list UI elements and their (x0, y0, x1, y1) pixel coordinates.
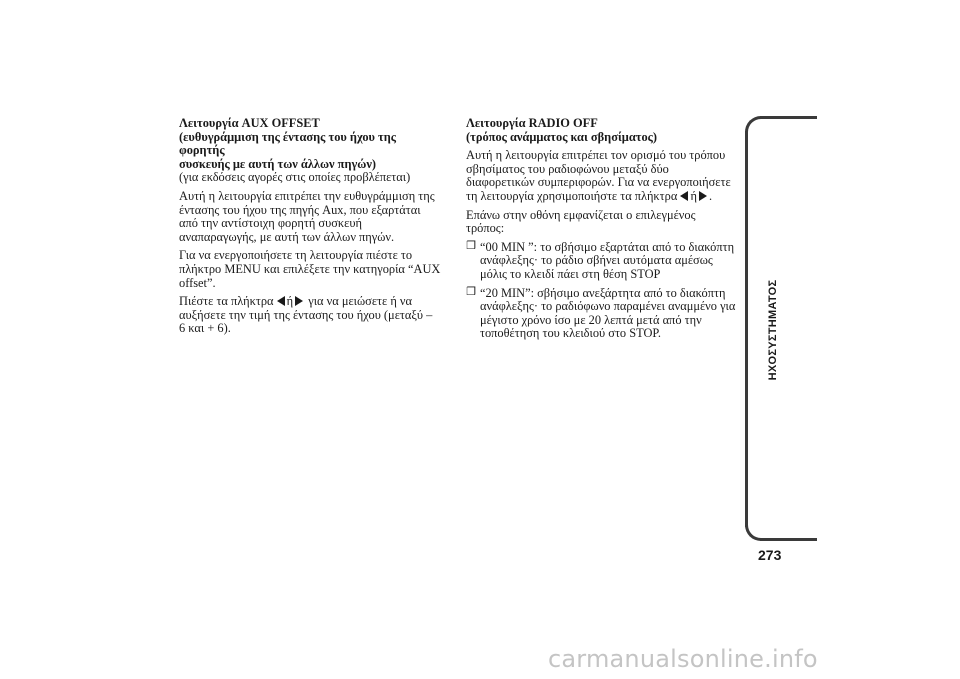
checkbox-bullet-icon: ❒ (466, 239, 476, 252)
para-text: Αυτή η λειτουργία επιτρέπει τον ορισμό του τρόπου σβησίματος του ραδιοφώνου μεταξύ δύο διαφορετικών συμπεριφορών. Για να ενεργοποιήσετε τη λειτουργία χρησιμοποιήστε τα πλήκτρα (466, 148, 731, 203)
radio-off-para2: Επάνω στην οθόνη εμφανίζεται ο επιλεγμένος τρόπος: (466, 207, 696, 236)
left-column (179, 117, 441, 341)
para-text: ή (286, 294, 294, 309)
heading-line: (τρόπος ανάμματος και σβησίματος) (466, 129, 657, 144)
right-triangle-icon (295, 296, 303, 306)
aux-offset-subnote: (για εκδόσεις αγορές στις οποίες προβλέπεται) (179, 170, 411, 185)
side-tab-rule (745, 131, 748, 527)
section-tab-label: ΗΧΟΣΥΣΤΗΜΑΤΟΣ (767, 279, 779, 381)
page-number: 273 (758, 547, 782, 563)
para-text: για να μειώσετε ή να αυξήσετε την τιμή της έντασης του ήχου (μεταξύ – 6 και + 6). (179, 294, 433, 336)
side-tab-top-rule (760, 116, 817, 119)
para-text: ή (690, 188, 697, 203)
aux-offset-para1: Αυτή η λειτουργία επιτρέπει την ευθυγράμμιση της έντασης του ήχου της πηγής Aux, που εξαρτάται από την αντίστοιχη φορητή συσκευή αναπαραγωγής, με αυτή των άλλων πηγών. (179, 188, 435, 244)
radio-off-para1 (466, 149, 736, 203)
aux-offset-para2: Για να ενεργοποιήσετε τη λειτουργία πιέστε το πλήκτρο MENU και επιλέξετε την κατηγορία “AUX offset”. (179, 248, 441, 290)
side-tab-bottom-rule (760, 538, 817, 541)
heading-line: (ευθυγράμμιση της έντασης του ήχου της φορητής (179, 129, 397, 158)
aux-offset-para3 (179, 295, 441, 336)
list-item-text: “00 MIN ”: το σβήσιμο εξαρτάται από το διακόπτη ανάφλεξης· το ράδιο σβήνει αυτόματα αμέσως μόλις το κλειδί πάει στη θέση STOP (480, 239, 735, 281)
aux-offset-heading (179, 117, 441, 171)
right-column (466, 117, 736, 346)
list-item (466, 287, 736, 341)
radio-off-heading (466, 117, 736, 144)
left-triangle-icon (277, 296, 285, 306)
heading-line: συσκευής με αυτή των άλλων πηγών) (179, 156, 377, 171)
heading-line: Λειτουργία RADIO OFF (466, 116, 598, 130)
watermark: carmanualsonline.info (548, 645, 818, 673)
right-triangle-icon (699, 191, 707, 201)
para-text: Πιέστε τα πλήκτρα (179, 294, 274, 309)
heading-line: Λειτουργία AUX OFFSET (179, 116, 320, 130)
left-triangle-icon (680, 191, 688, 201)
list-item-text: “20 MIN”: σβήσιμο ανεξάρτητα από το διακόπτη ανάφλεξης· το ραδιόφωνο παραμένει αναμμένο για μέγιστο χρόνο ίσο με 20 λεπτά μετά από την τοποθέτηση του κλειδιού στο STOP. (480, 285, 736, 341)
checkbox-bullet-icon: ❒ (466, 285, 476, 298)
para-text: . (708, 188, 713, 203)
list-item (466, 241, 736, 282)
